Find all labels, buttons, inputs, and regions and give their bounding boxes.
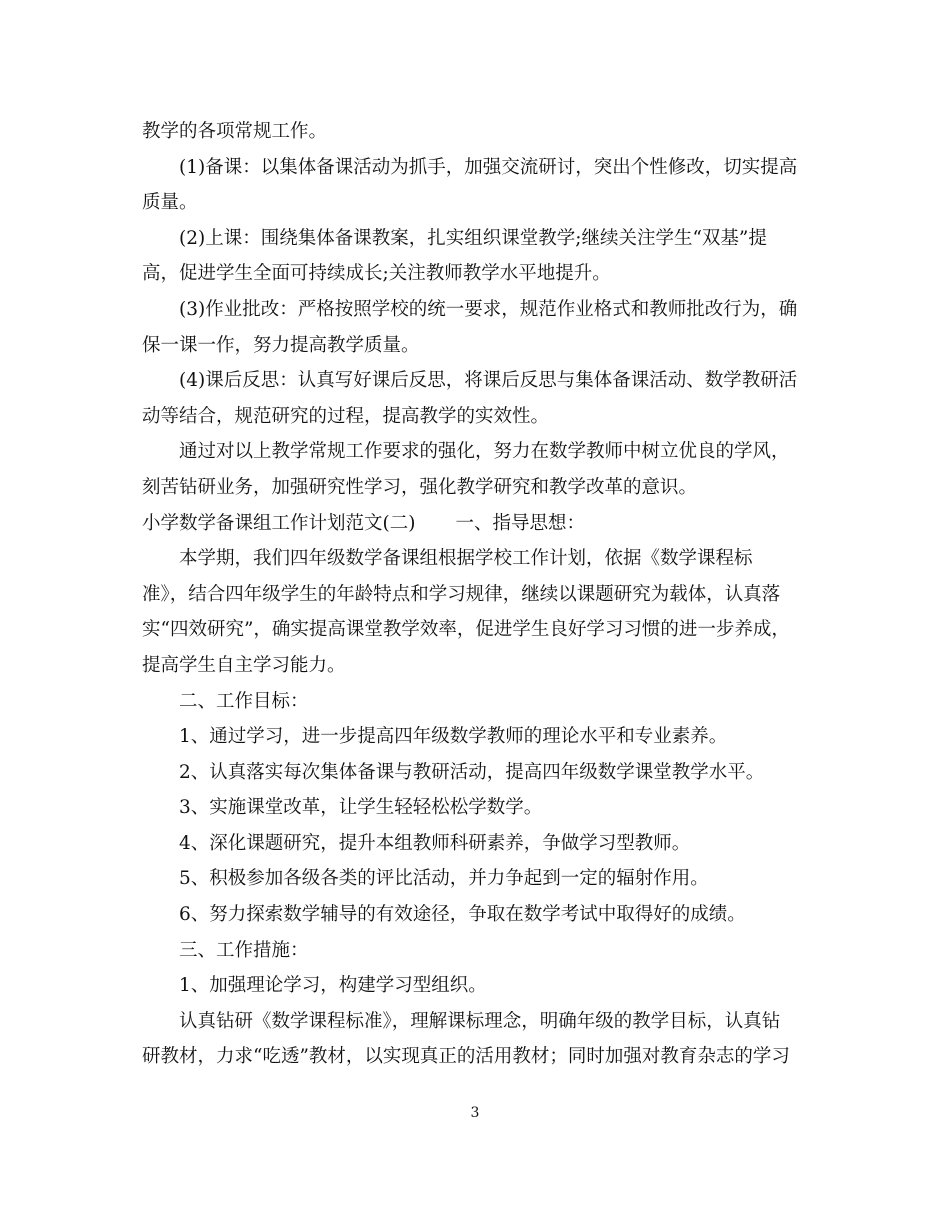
text-line: 高，促进学生全面可持续成长;关注教师教学水平地提升。 <box>142 263 611 285</box>
section-heading: 三、工作措施： <box>179 939 309 961</box>
text-line: (3)作业批改：严格按照学校的统一要求，规范作业格式和教师批改行为，确 <box>179 298 798 320</box>
list-item: 4、深化课题研究，提升本组教师科研素养，争做学习型教师。 <box>179 832 691 854</box>
text-line: 保一课一作，努力提高教学质量。 <box>142 334 420 356</box>
list-item: 6、努力探索数学辅导的有效途径，争取在数学考试中取得好的成绩。 <box>179 904 746 926</box>
text-line: (4)课后反思：认真写好课后反思，将课后反思与集体备课活动、数学教研活 <box>179 370 798 392</box>
list-item: 1、加强理论学习，构建学习型组织。 <box>179 975 487 997</box>
list-item: 5、积极参加各级各类的评比活动，并力争起到一定的辐射作用。 <box>179 868 709 890</box>
text-line: 质量。 <box>142 192 198 214</box>
text-line: 动等结合，规范研究的过程，提高教学的实效性。 <box>142 405 550 427</box>
section-heading: 二、工作目标： <box>179 690 309 712</box>
text-line: 准》，结合四年级学生的年龄特点和学习规律，继续以课题研究为载体，认真落 <box>142 583 781 605</box>
article-title: 小学数学备课组工作计划范文(二) <box>142 512 416 534</box>
text-line: 研教材，力求“吃透”教材，以实现真正的活用教材；同时加强对教育杂志的学习 <box>142 1046 790 1068</box>
text-line: 认真钻研《数学课程标准》，理解课标理念，明确年级的教学目标，认真钻 <box>179 1010 781 1032</box>
text-line: 通过对以上教学常规工作要求的强化，努力在数学教师中树立优良的学风， <box>179 441 790 463</box>
text-line: (1)备课：以集体备课活动为抓手，加强交流研讨，突出个性修改，切实提高 <box>179 156 798 178</box>
list-item: 3、实施课堂改革，让学生轻轻松松学数学。 <box>179 797 543 819</box>
text-line: 教学的各项常规工作。 <box>142 121 328 142</box>
text-line: 刻苦钻研业务，加强研究性学习，强化教学研究和教学改革的意识。 <box>142 476 698 498</box>
page-number: 3 <box>470 1105 480 1121</box>
list-item: 2、认真落实每次集体备课与教研活动，提高四年级数学课堂教学水平。 <box>179 761 765 783</box>
list-item: 1、通过学习，进一步提高四年级数学教师的理论水平和专业素养。 <box>179 726 728 748</box>
text-line: 实“四效研究”，确实提高课堂教学效率，促进学生良好学习习惯的进一步养成， <box>142 619 790 641</box>
section-title-line <box>142 506 810 542</box>
text-line: 本学期，我们四年级数学备课组根据学校工作计划，依据《数学课程标 <box>179 548 753 570</box>
text-line: 提高学生自主学习能力。 <box>142 654 346 676</box>
section-heading: 一、指导思想： <box>455 512 585 534</box>
text-line: (2)上课：围绕集体备课教案，扎实组织课堂教学;继续关注学生“双基”提 <box>179 227 767 249</box>
document-body <box>142 114 810 1075</box>
